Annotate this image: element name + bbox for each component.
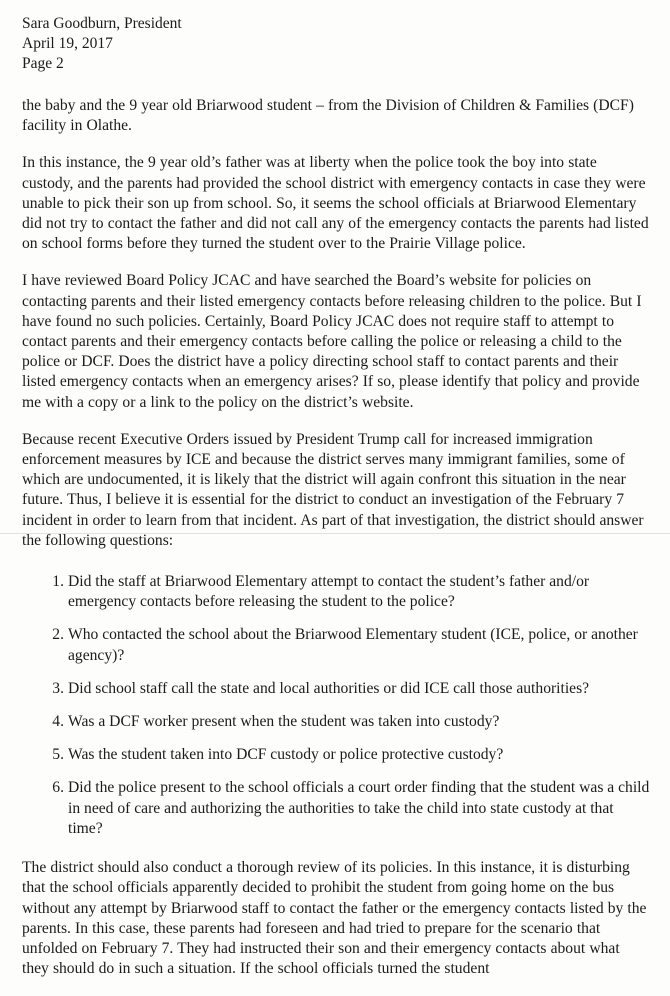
list-item-text: Did the police present to the school officials a court order finding that the student was a child in need of care and authorizing the authorities to take the child into state custody at that time?: [68, 779, 650, 837]
list-item-marker: 2.: [52, 626, 64, 644]
letterhead: [22, 14, 182, 74]
list-item-marker: 6.: [52, 779, 64, 797]
list-item-marker: 3.: [52, 679, 64, 697]
letterhead-recipient: Sara Goodburn, President: [22, 15, 182, 32]
list-item-marker: 1.: [52, 573, 64, 591]
list-item: [22, 625, 650, 665]
paragraph-2: In this instance, the 9 year old’s father was at liberty when the police took the boy into state custody, and the parents had provided the school district with emergency contacts in case they were unable to pick their son up from school. So, it seems the school officials at Briarwood Elementary did not try to contact the father and did not call any of the emergency contacts the parents had listed on school forms before they turned the student over to the Prairie Village police.: [22, 154, 649, 253]
list-item-marker: 5.: [52, 746, 64, 764]
questions-list-wrapper: [22, 572, 650, 839]
letterhead-date: April 19, 2017: [22, 35, 113, 52]
list-item-text: Did school staff call the state and local authorities or did ICE call those authorities?: [68, 679, 590, 697]
paragraph-1: the baby and the 9 year old Briarwood student – from the Division of Children & Families (DCF) facility in Olathe.: [22, 97, 634, 135]
list-item-text: Did the staff at Briarwood Elementary attempt to contact the student’s father and/or emergency contacts before releasing the student to the police?: [68, 573, 590, 611]
list-item: [22, 778, 650, 839]
list-item-text: Was a DCF worker present when the student was taken into custody?: [68, 713, 500, 731]
list-item: [22, 572, 650, 612]
paragraph-3: I have reviewed Board Policy JCAC and have searched the Board’s website for policies on contacting parents and their listed emergency contacts before releasing children to the police. But I have found no such policies. Certainly, Board Policy JCAC does not require staff to attempt to contact parents and their emergency contacts before calling the police or releasing a child to the police or DCF. Does the district have a policy directing school staff to contact parents and their listed emergency contacts when an emergency arises? If so, please identify that policy and provide me with a copy or a link to the policy on the district’s website.: [22, 272, 642, 411]
list-item-text: Who contacted the school about the Briarwood Elementary student (ICE, police, or another agency)?: [68, 626, 638, 664]
list-item: [22, 712, 650, 732]
document-body: [22, 96, 650, 996]
questions-list: [22, 572, 650, 839]
closing-paragraph: The district should also conduct a thorough review of its policies. In this instance, it is disturbing that the school officials apparently decided to prohibit the student from going home on the bus without any attempt by Briarwood staff to contact the father or the emergency contacts listed by the parents. In this case, these parents had foreseen and had tried to prepare for the scenario that unfolded on February 7. They had instructed their son and their emergency contacts about what they should do in such a situation. If the school officials turned the student: [22, 859, 647, 978]
paragraph-4: Because recent Executive Orders issued by President Trump call for increased immigration enforcement measures by ICE and because the district serves many immigrant families, some of which are undocumented, it is likely that the district will again confront this situation in the near future. Thus, I believe it is essential for the district to conduct an investigation of the February 7 incident in order to learn from that incident. As part of that investigation, the district should answer the following questions:: [22, 430, 644, 549]
list-item-marker: 4.: [52, 713, 64, 731]
list-item: [22, 745, 650, 765]
list-item: [22, 679, 650, 699]
letterhead-page-number: Page 2: [22, 55, 64, 72]
list-item-text: Was the student taken into DCF custody or police protective custody?: [68, 746, 504, 764]
